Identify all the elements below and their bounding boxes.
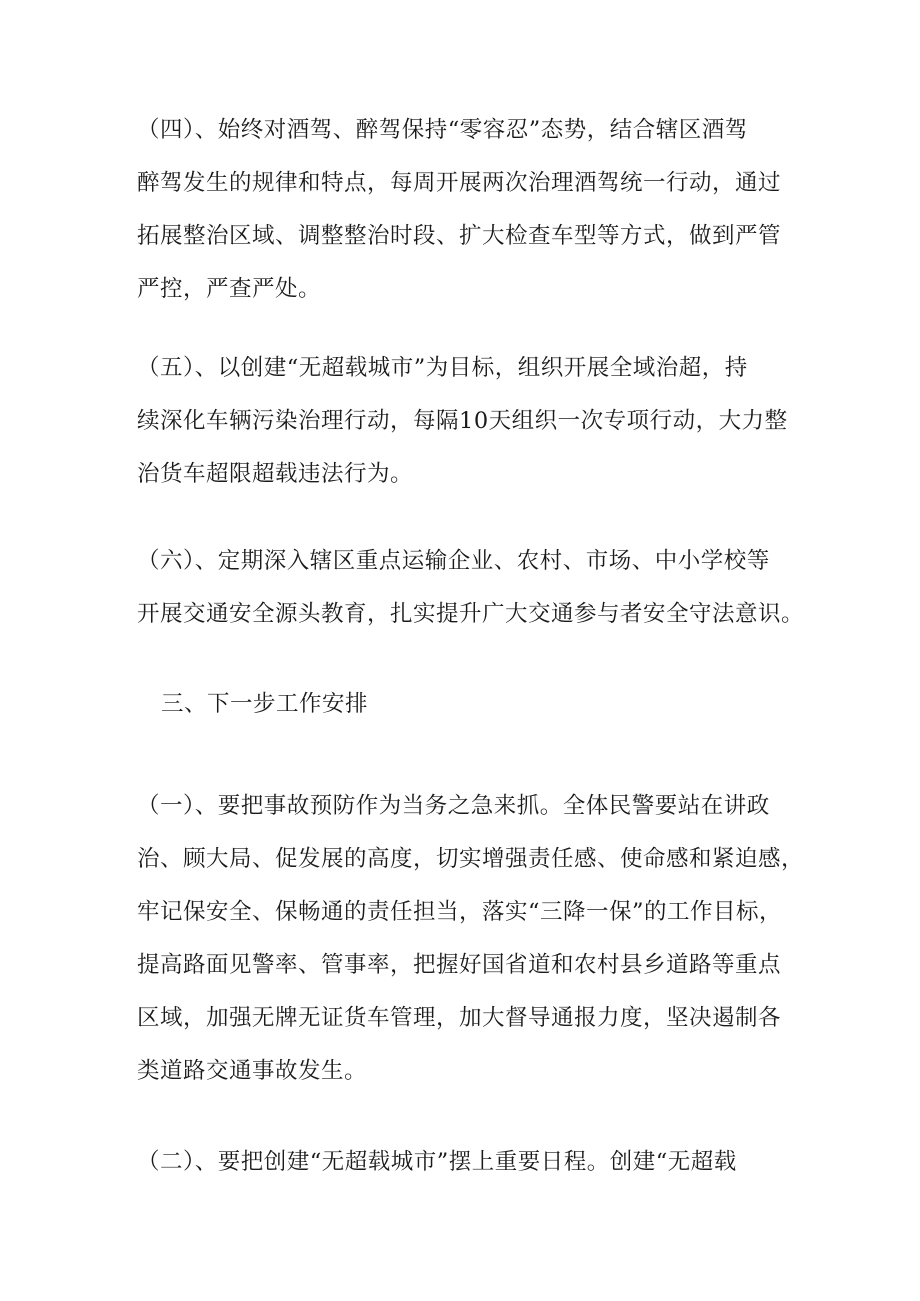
paragraph-1-line-3: 牢记保安全、保畅通的责任担当，落实“三降一保”的工作目标， xyxy=(137,899,783,925)
paragraph-5-line-2: 续深化车辆污染治理行动，每隔10天组织一次专项行动，大力整 xyxy=(137,408,788,434)
paragraph-1-line-6: 类道路交通事故发生。 xyxy=(137,1058,368,1084)
paragraph-6-line-1: （六）、定期深入辖区重点运输企业、农村、市场、中小学校等 xyxy=(137,548,770,574)
paragraph-1-line-1: （一）、要把事故预防作为当务之急来抓。全体民警要站在讲政 xyxy=(137,793,770,819)
paragraph-4-line-2: 醉驾发生的规律和特点，每周开展两次治理酒驾统一行动，通过 xyxy=(137,170,782,196)
paragraph-4-line-3: 拓展整治区域、调整整治时段、扩大检查车型等方式，做到严管 xyxy=(137,223,782,249)
paragraph-5-line-3: 治货车超限超载违法行为。 xyxy=(137,461,414,487)
paragraph-4-line-4: 严控，严查严处。 xyxy=(137,276,322,302)
paragraph-1-line-4: 提高路面见警率、管事率，把握好国省道和农村县乡道路等重点 xyxy=(137,952,782,978)
paragraph-6-line-2: 开展交通安全源头教育，扎实提升广大交通参与者安全守法意识。 xyxy=(137,601,805,627)
paragraph-2-line-1: （二）、要把创建“无超载城市”摆上重要日程。创建“无超载 xyxy=(137,1149,737,1175)
paragraph-4-line-1: （四）、始终对酒驾、醉驾保持“零容忍”态势，结合辖区酒驾 xyxy=(137,117,748,143)
section-heading: 三、下一步工作安排 xyxy=(161,691,369,717)
paragraph-5-line-1: （五）、以创建“无超载城市”为目标，组织开展全域治超，持 xyxy=(137,355,748,381)
paragraph-1-line-2: 治、顾大局、促发展的高度，切实增强责任感、使命感和紧迫感， xyxy=(137,846,805,872)
paragraph-1-line-5: 区域，加强无牌无证货车管理，加大督导通报力度，坚决遏制各 xyxy=(137,1005,782,1031)
